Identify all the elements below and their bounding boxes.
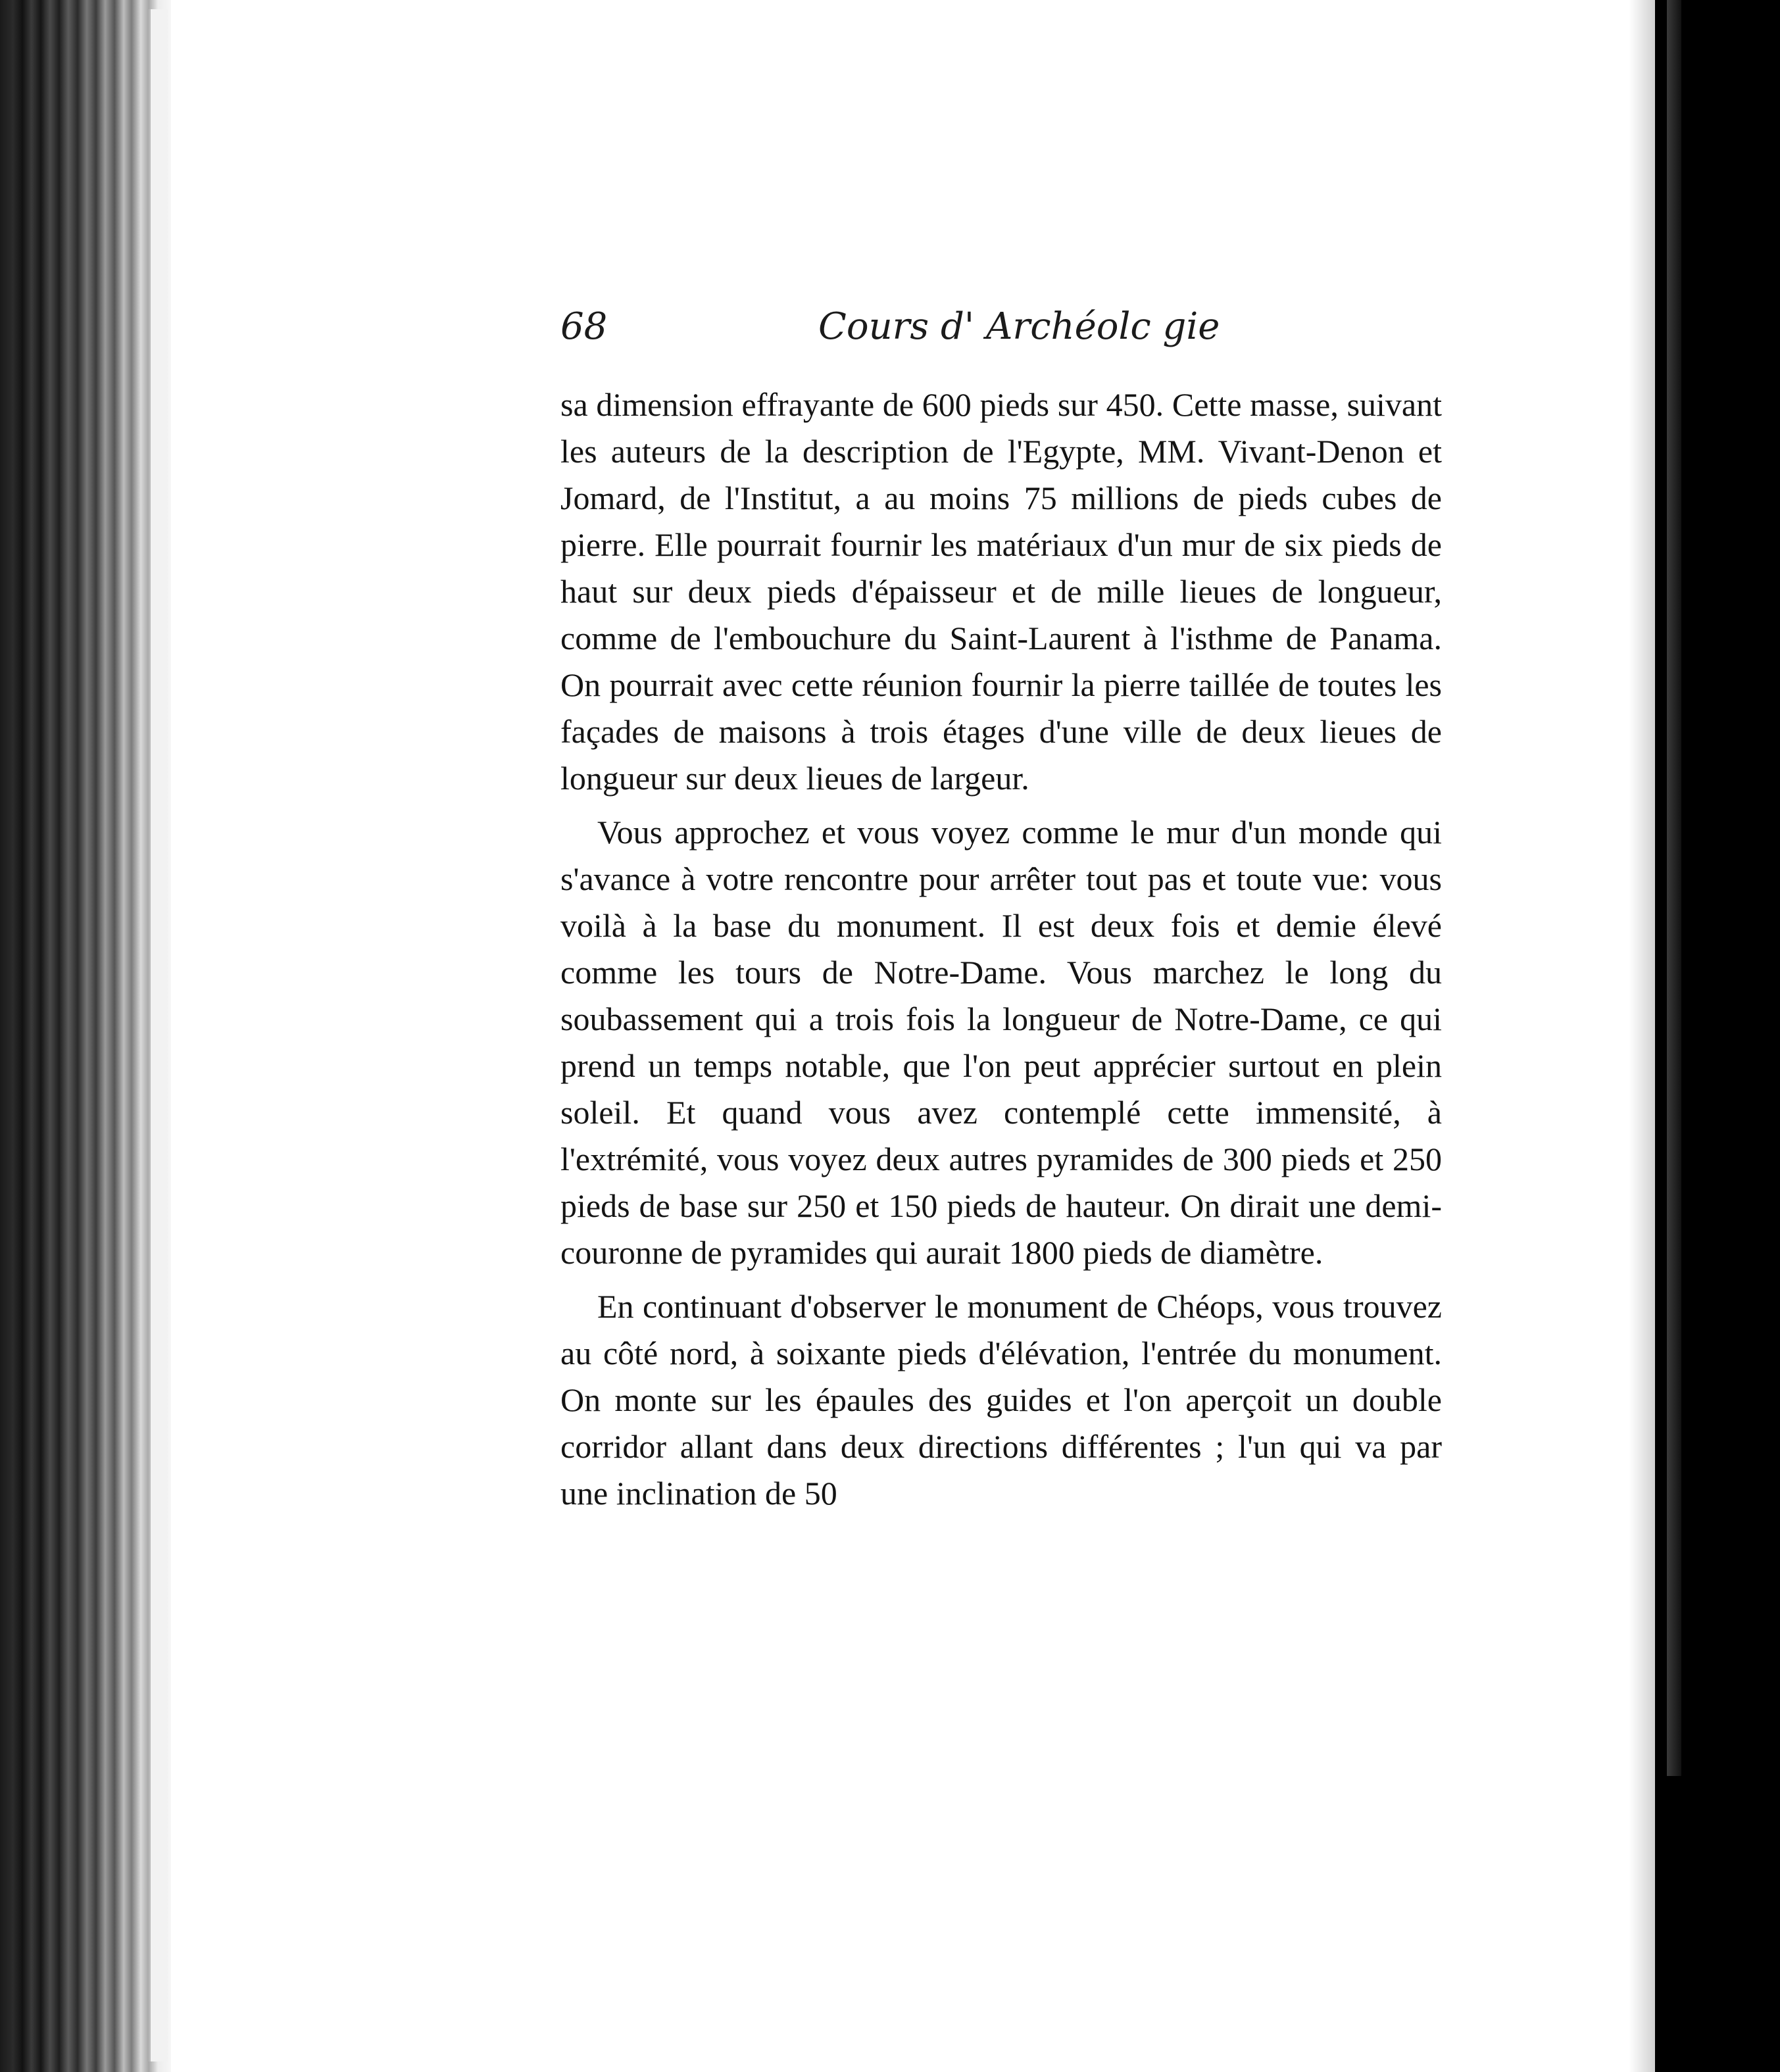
book-binding-edge bbox=[0, 0, 171, 2072]
paragraph-2: Vous approchez et vous voyez comme le mur d'un monde qui s'avance à votre rencontre pour arrêter tout pas et toute vue: vous voilà à la base du monument. Il est deux fois et demie élevé comme les tours de Notre-Dame. Vous marchez le long du soubassement qui a trois fois la longueur de Notre-Dame, ce qui prend un temps notable, que l'on peut apprécier surtout en plein soleil. Et quand vous avez contemplé cette immensité, à l'extrémité, vous voyez deux autres pyramides de 300 pieds et 250 pieds de base sur 250 et 150 pieds de hauteur. On dirait une demi-couronne de pyramides qui aurait 1800 pieds de diamètre. bbox=[560, 814, 1442, 1271]
running-head bbox=[560, 297, 1442, 357]
page-stack-edge bbox=[149, 9, 168, 2061]
right-dark-border bbox=[1655, 0, 1780, 2072]
page-content bbox=[560, 297, 1442, 1524]
running-title: Cours d' Archéolc gie bbox=[818, 305, 1220, 348]
paragraph-1: sa dimension effrayante de 600 pieds sur 450. Cette masse, suivant les auteurs de la description de l'Egypte, MM. Vivant-Denon et Jomard, de l'Institut, a au moins 75 millions de pieds cubes de pierre. Elle pourrait fournir les matériaux d'un mur de six pieds de haut sur deux pieds d'épaisseur et de mille lieues de longueur, comme de l'embouchure du Saint-Laurent à l'isthme de Panama. On pourrait avec cette réunion fournir la pierre taillée de toutes les façades de maisons à trois étages d'une ville de deux lieues de longueur sur deux lieues de largeur. bbox=[560, 386, 1442, 797]
right-border-inner bbox=[1667, 0, 1681, 1776]
paragraph-3: En continuant d'observer le monument de Chéops, vous trouvez au côté nord, à soixante pieds d'élévation, l'entrée du monument. On monte sur les épaules des guides et l'on aperçoit un double corridor allant dans deux directions différentes ; l'un qui va par une inclination de 50 bbox=[560, 1288, 1442, 1512]
page-number: 68 bbox=[560, 305, 608, 348]
right-page-shadow bbox=[1629, 0, 1655, 2072]
body-text bbox=[560, 382, 1442, 1517]
